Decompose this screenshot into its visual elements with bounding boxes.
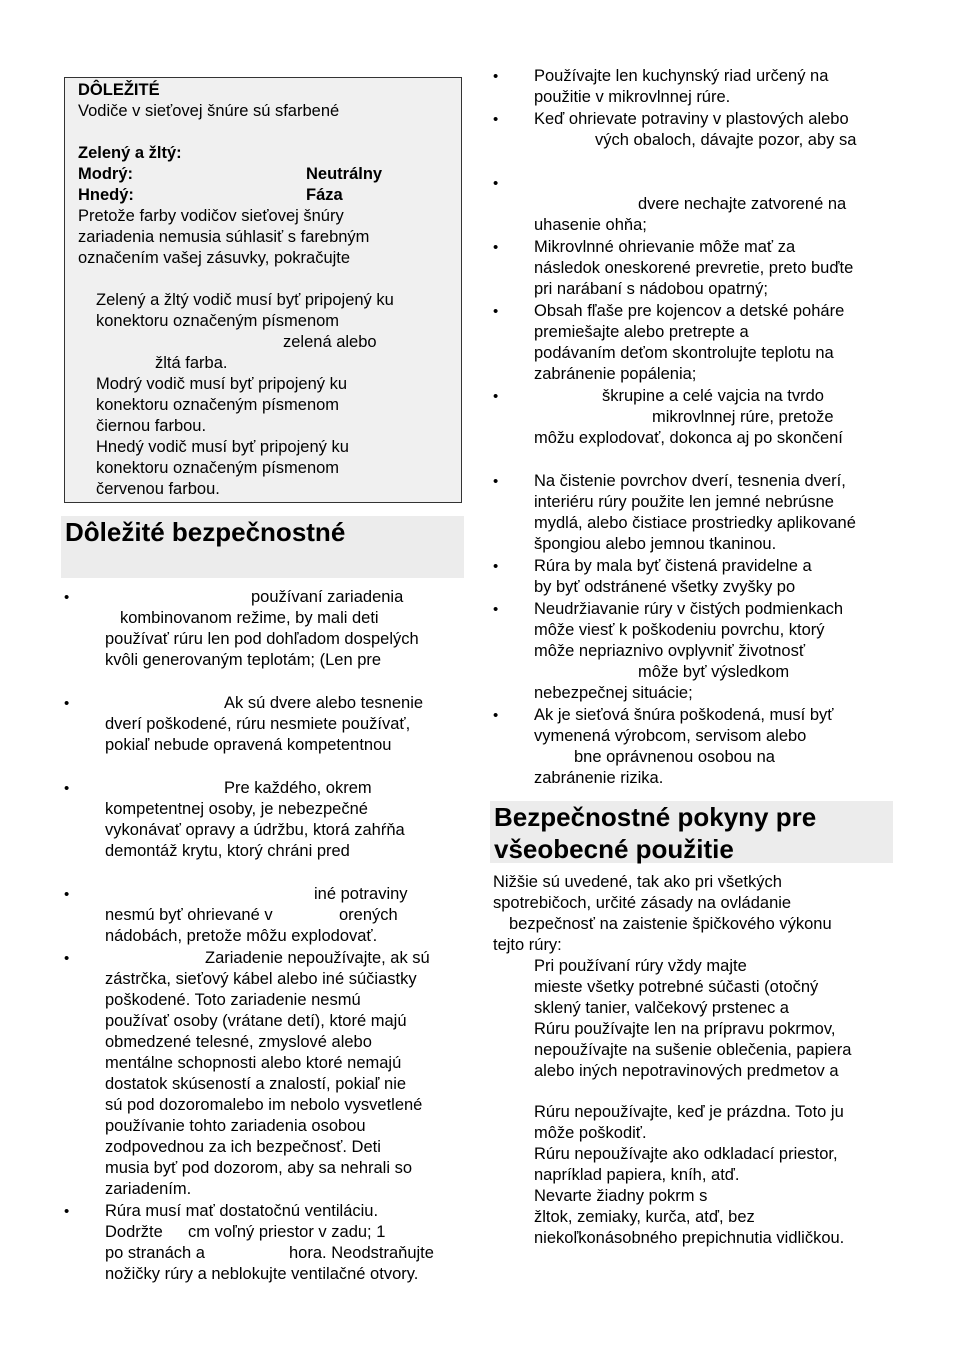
bullet-icon: • <box>493 239 499 256</box>
bullet-line: používať osoby (vrátane detí), ktoré majú <box>105 1012 407 1030</box>
bullet-icon: • <box>64 886 70 903</box>
bullet-line: Rúra by mala byť čistená pravidelne a <box>534 557 812 575</box>
list-line: Nevarte žiadny pokrm s <box>534 1187 708 1205</box>
bullet-icon: • <box>493 388 499 405</box>
bullet-line: použitie v mikrovlnnej rúre. <box>534 88 731 106</box>
notice-paragraph-line: Pretože farby vodičov sieťovej šnúry <box>78 207 344 225</box>
section-heading-line: Bezpečnostné pokyny pre <box>494 802 817 832</box>
bullet-line: premiešajte alebo pretrepte a <box>534 323 749 341</box>
bullet-line: Mikrovlnné ohrievanie môže mať za <box>534 238 796 256</box>
bullet-line: Ak sú dvere alebo tesnenie <box>224 694 424 712</box>
list-line: alebo iných nepotravinových predmetov a <box>534 1062 839 1080</box>
bullet-line: používať rúru len pod dohľadom dospelých <box>105 630 419 648</box>
blue-value: Neutrálny <box>306 165 383 183</box>
bullet-line: podávaním deťom skontrolujte teplotu na <box>534 344 834 362</box>
list-line: žltok, zemiaky, kurča, atď, bez <box>534 1208 755 1226</box>
bullet-icon: • <box>493 175 499 192</box>
notice-item-line: Modrý vodič musí byť pripojený ku <box>96 375 348 393</box>
notice-item-line: Hnedý vodič musí byť pripojený ku <box>96 438 349 456</box>
bullet-line: nožičky rúry a neblokujte ventilačné otvory. <box>105 1265 419 1283</box>
bullet-line: zástrčka, sieťový kábel alebo iné súčiastky <box>105 970 417 988</box>
bullet-line: iné potraviny <box>314 885 408 903</box>
bullet-line: nesmú byť ohrievané v <box>105 906 273 924</box>
notice-paragraph-line: zariadenia nemusia súhlasiť s farebným <box>78 228 370 246</box>
bullet-line: dostatok skúseností a znalostí, pokiaľ nie <box>105 1075 407 1093</box>
notice-item-line: čiernou farbou. <box>96 417 207 435</box>
bullet-line: pri narábaní s nádobou opatrný; <box>534 280 768 298</box>
section-heading: Dôležité bezpečnostné <box>65 517 346 547</box>
bullet-line: cm voľný priestor v zadu; 1 <box>188 1223 386 1241</box>
bullet-line: Dodržte <box>105 1223 163 1241</box>
notice-item-line: žltá farba. <box>155 354 228 372</box>
bullet-line: po stranách a <box>105 1244 205 1262</box>
bullet-line: kompetentnej osoby, je nebezpečné <box>105 800 368 818</box>
list-line: môže poškodiť. <box>534 1124 647 1142</box>
bullet-icon: • <box>493 601 499 618</box>
intro-line: spotrebičoch, určité zásady na ovládanie <box>493 894 792 912</box>
bullet-icon: • <box>64 589 70 606</box>
bullet-icon: • <box>493 303 499 320</box>
bullet-line: následok oneskorené prevretie, preto buďte <box>534 259 854 277</box>
list-line: niekoľkonásobného prepichnutia vidličkou. <box>534 1229 845 1247</box>
bullet-line: môže byť výsledkom <box>638 663 790 681</box>
bullet-line: by byť odstránené všetky zvyšky po <box>534 578 796 596</box>
bullet-icon: • <box>493 558 499 575</box>
bullet-line: mikrovlnnej rúre, pretože <box>652 408 834 426</box>
brown-label: Hnedý: <box>78 186 134 204</box>
bullet-line: Rúra musí mať dostatočnú ventiláciu. <box>105 1202 379 1220</box>
bullet-icon: • <box>493 111 499 128</box>
bullet-line: nebezpečnej situácie; <box>534 684 693 702</box>
bullet-line: pokiaľ nebude opravená kompetentnou <box>105 736 392 754</box>
bullet-icon: • <box>64 950 70 967</box>
notice-item-line: konektoru označeným písmenom <box>96 396 340 414</box>
bullet-line: orených <box>339 906 398 924</box>
bullet-line: kombinovanom režime, by mali deti <box>120 609 379 627</box>
bullet-line: Používajte len kuchynský riad určený na <box>534 67 829 85</box>
list-line: Rúru nepoužívajte ako odkladací priestor, <box>534 1145 838 1163</box>
notice-line: Vodiče v sieťovej šnúre sú sfarbené <box>78 102 340 120</box>
bullet-line: uhasenie ohňa; <box>534 216 647 234</box>
bullet-line: vymenená výrobcom, servisom alebo <box>534 727 807 745</box>
list-line: mieste všetky potrebné súčasti (otočný <box>534 978 819 996</box>
bullet-icon: • <box>64 1203 70 1220</box>
bullet-line: obmedzené telesné, zmyslové alebo <box>105 1033 372 1051</box>
bullet-line: zodpovednou za ich bezpečnosť. Deti <box>105 1138 381 1156</box>
green-yellow-label: Zelený a žltý: <box>78 144 182 162</box>
list-line: Pri používaní rúry vždy majte <box>534 957 747 975</box>
notice-item-line: konektoru označeným písmenom <box>96 459 340 477</box>
bullet-line: vých obaloch, dávajte pozor, aby sa <box>595 131 857 149</box>
bullet-line: dverí poškodené, rúru nesmiete používať, <box>105 715 411 733</box>
section-heading-line: všeobecné použitie <box>494 834 734 864</box>
bullet-icon: • <box>64 695 70 712</box>
bullet-line: používanie tohto zariadenia osobou <box>105 1117 366 1135</box>
bullet-line: bne oprávnenou osobou na <box>574 748 775 766</box>
bullet-line: sú pod dozoromalebo im nebolo vysvetlené <box>105 1096 423 1114</box>
bullet-line: môže nepriaznivo ovplyvniť životnosť <box>534 642 806 660</box>
list-line: sklený tanier, valčekový prstenec a <box>534 999 789 1017</box>
bullet-line: mentálne schopnosti alebo ktoré nemajú <box>105 1054 402 1072</box>
notice-item-line: Zelený a žltý vodič musí byť pripojený ku <box>96 291 394 309</box>
notice-item-line: konektoru označeným písmenom <box>96 312 340 330</box>
notice-item-line: červenou farbou. <box>96 480 220 498</box>
bullet-icon: • <box>64 780 70 797</box>
blue-label: Modrý: <box>78 165 133 183</box>
bullet-icon: • <box>493 473 499 490</box>
intro-line: Nižšie sú uvedené, tak ako pri všetkých <box>493 873 782 891</box>
bullet-line: používaní zariadenia <box>251 588 404 606</box>
bullet-line: mydlá, alebo čistiace prostriedky aplikované <box>534 514 856 532</box>
bullet-line: Neudržiavanie rúry v čistých podmienkach <box>534 600 844 618</box>
bullet-line: interiéru rúry použite len jemné nebrúsne <box>534 493 834 511</box>
bullet-line: špongiou alebo jemnou tkaninou. <box>534 535 777 553</box>
bullet-line: zabránenie popálenia; <box>534 365 697 383</box>
list-line: Rúru nepoužívajte, keď je prázdna. Toto ju <box>534 1103 844 1121</box>
brown-value: Fáza <box>306 186 343 204</box>
bullet-line: môže viesť k poškodeniu povrchu, ktorý <box>534 621 825 639</box>
list-line: napríklad papiera, kníh, atď. <box>534 1166 740 1184</box>
bullet-line: zariadením. <box>105 1180 192 1198</box>
intro-line: tejto rúry: <box>493 936 562 954</box>
bullet-line: demontáž krytu, ktorý chráni pred <box>105 842 350 860</box>
bullet-line: Zariadenie nepoužívajte, ak sú <box>205 949 430 967</box>
bullet-icon: • <box>493 68 499 85</box>
notice-paragraph-line: označením vašej zásuvky, pokračujte <box>78 249 351 267</box>
bullet-line: nádobách, pretože môžu explodovať. <box>105 927 378 945</box>
bullet-line: škrupine a celé vajcia na tvrdo <box>602 387 824 405</box>
bullet-line: zabránenie rizika. <box>534 769 664 787</box>
notice-item-line: zelená alebo <box>283 333 377 351</box>
bullet-line: poškodené. Toto zariadenie nesmú <box>105 991 361 1009</box>
bullet-line: Obsah fľaše pre kojencov a detské poháre <box>534 302 845 320</box>
intro-line: bezpečnosť na zaistenie špičkového výkonu <box>509 915 832 933</box>
bullet-line: hora. Neodstraňujte <box>289 1244 434 1262</box>
bullet-line: Keď ohrievate potraviny v plastových alebo <box>534 110 849 128</box>
list-line: Rúru používajte len na prípravu pokrmov, <box>534 1020 836 1038</box>
bullet-line: Na čistenie povrchov dverí, tesnenia dverí, <box>534 472 846 490</box>
bullet-line: vykonávať opravy a údržbu, ktorá zahŕňa <box>105 821 405 839</box>
notice-title: DÔLEŽITÉ <box>78 81 160 99</box>
bullet-line: dvere nechajte zatvorené na <box>638 195 847 213</box>
list-line: nepoužívajte na sušenie oblečenia, papiera <box>534 1041 852 1059</box>
bullet-line: kvôli generovaným teplotám; (Len pre <box>105 651 382 669</box>
bullet-line: môžu explodovať, dokonca aj po skončení <box>534 429 843 447</box>
bullet-line: musia byť pod dozorom, aby sa nehrali so <box>105 1159 413 1177</box>
bullet-line: Ak je sieťová šnúra poškodená, musí byť <box>534 706 834 724</box>
bullet-line: Pre každého, okrem <box>224 779 372 797</box>
bullet-icon: • <box>493 707 499 724</box>
